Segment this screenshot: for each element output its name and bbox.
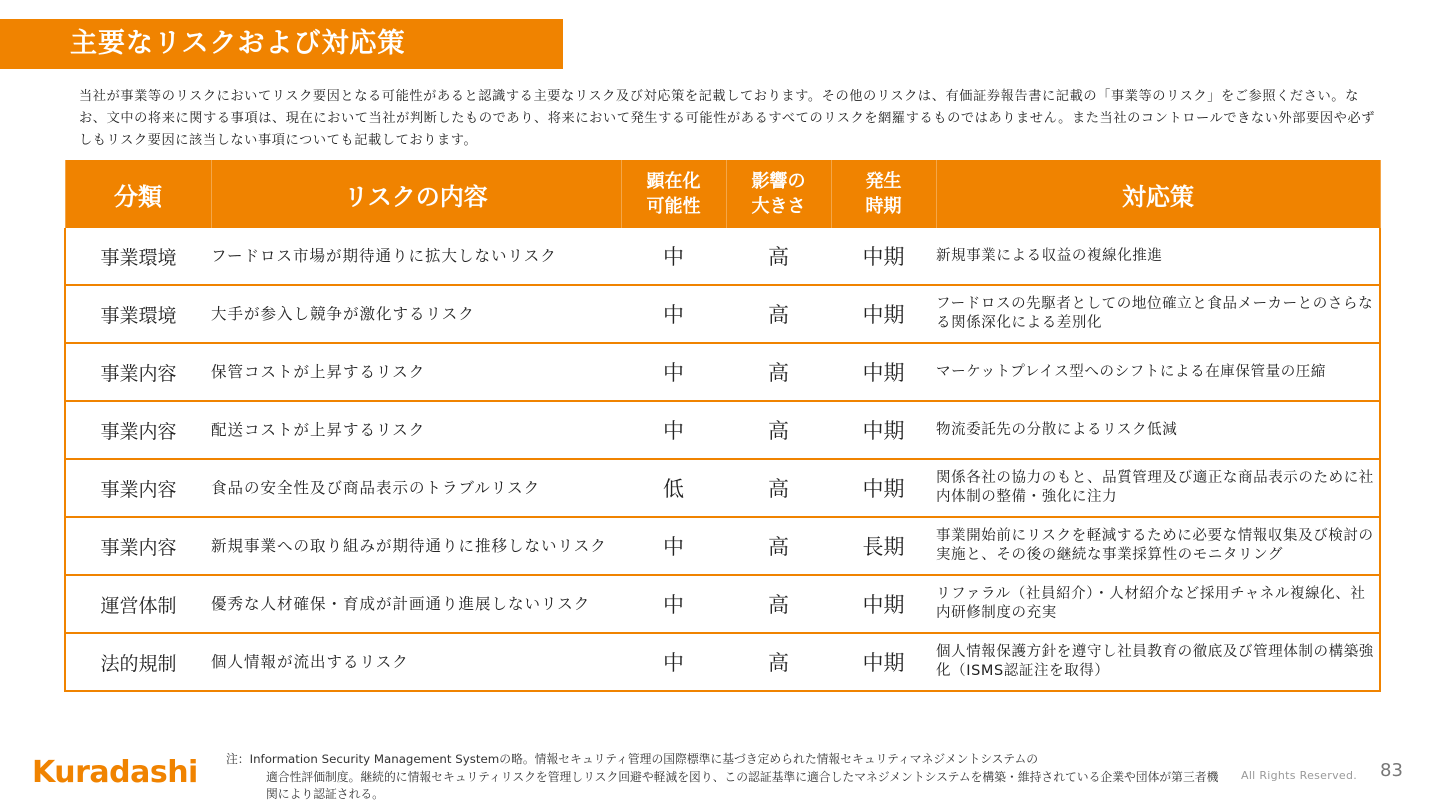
table-row bbox=[65, 285, 1380, 343]
cell-timing: 中期 bbox=[831, 228, 936, 285]
table-row bbox=[65, 401, 1380, 459]
cell-risk: 個人情報が流出するリスク bbox=[211, 633, 621, 691]
header-likelihood-line2: 可能性 bbox=[646, 196, 701, 217]
cell-impact: 高 bbox=[726, 575, 831, 633]
cell-category: 事業内容 bbox=[65, 459, 211, 517]
cell-risk: 保管コストが上昇するリスク bbox=[211, 343, 621, 401]
page-number: 83 bbox=[1380, 760, 1403, 781]
cell-impact: 高 bbox=[726, 285, 831, 343]
cell-risk: 配送コストが上昇するリスク bbox=[211, 401, 621, 459]
cell-category: 事業環境 bbox=[65, 285, 211, 343]
cell-category: 事業内容 bbox=[65, 517, 211, 575]
cell-response: マーケットプレイス型へのシフトによる在庫保管量の圧縮 bbox=[936, 343, 1380, 401]
header-impact-line1: 影響の bbox=[751, 171, 806, 192]
header-timing bbox=[831, 160, 936, 228]
table-header-row bbox=[65, 160, 1380, 228]
header-category: 分類 bbox=[65, 160, 211, 228]
cell-risk: フードロス市場が期待通りに拡大しないリスク bbox=[211, 228, 621, 285]
header-impact bbox=[726, 160, 831, 228]
copyright-text: All Rights Reserved. bbox=[1241, 769, 1358, 782]
cell-response: 新規事業による収益の複線化推進 bbox=[936, 228, 1380, 285]
cell-category: 事業内容 bbox=[65, 343, 211, 401]
cell-timing: 中期 bbox=[831, 343, 936, 401]
footnote bbox=[226, 751, 1226, 804]
cell-timing: 中期 bbox=[831, 575, 936, 633]
cell-response: 物流委託先の分散によるリスク低減 bbox=[936, 401, 1380, 459]
cell-timing: 中期 bbox=[831, 285, 936, 343]
cell-likelihood: 中 bbox=[621, 633, 726, 691]
header-timing-line1: 発生 bbox=[865, 171, 902, 192]
page-title: 主要なリスクおよび対応策 bbox=[0, 19, 563, 69]
cell-category: 事業内容 bbox=[65, 401, 211, 459]
cell-likelihood: 中 bbox=[621, 285, 726, 343]
cell-impact: 高 bbox=[726, 401, 831, 459]
cell-likelihood: 中 bbox=[621, 575, 726, 633]
header-impact-line2: 大きさ bbox=[751, 196, 806, 217]
cell-likelihood: 低 bbox=[621, 459, 726, 517]
cell-likelihood: 中 bbox=[621, 401, 726, 459]
kuradashi-logo: Kuradashi bbox=[32, 755, 198, 790]
table-row bbox=[65, 228, 1380, 285]
cell-category: 運営体制 bbox=[65, 575, 211, 633]
table-row bbox=[65, 343, 1380, 401]
cell-response: 個人情報保護方針を遵守し社員教育の徹底及び管理体制の構築強化（ISMS認証注を取得） bbox=[936, 633, 1380, 691]
cell-timing: 中期 bbox=[831, 459, 936, 517]
header-timing-line2: 時期 bbox=[865, 196, 902, 217]
table-row bbox=[65, 575, 1380, 633]
cell-likelihood: 中 bbox=[621, 228, 726, 285]
cell-response: 関係各社の協力のもと、品質管理及び適正な商品表示のために社内体制の整備・強化に注力 bbox=[936, 459, 1380, 517]
cell-risk: 新規事業への取り組みが期待通りに推移しないリスク bbox=[211, 517, 621, 575]
cell-timing: 長期 bbox=[831, 517, 936, 575]
footnote-rest: 適合性評価制度。継続的に情報セキュリティリスクを管理しリスク回避や軽減を図り、この認証基準に適合したマネジメントシステムを構築・維持されている企業や団体が第三者機関により認証される。 bbox=[266, 769, 1219, 801]
risk-table bbox=[64, 160, 1381, 692]
cell-impact: 高 bbox=[726, 228, 831, 285]
cell-likelihood: 中 bbox=[621, 517, 726, 575]
header-likelihood-line1: 顕在化 bbox=[646, 171, 701, 192]
table-row bbox=[65, 459, 1380, 517]
cell-risk: 食品の安全性及び商品表示のトラブルリスク bbox=[211, 459, 621, 517]
cell-risk: 大手が参入し競争が激化するリスク bbox=[211, 285, 621, 343]
cell-impact: 高 bbox=[726, 517, 831, 575]
cell-response: 事業開始前にリスクを軽減するために必要な情報収集及び検討の実施と、その後の継続な事業採算性のモニタリング bbox=[936, 517, 1380, 575]
cell-category: 事業環境 bbox=[65, 228, 211, 285]
header-response: 対応策 bbox=[936, 160, 1380, 228]
header-risk: リスクの内容 bbox=[211, 160, 621, 228]
cell-impact: 高 bbox=[726, 459, 831, 517]
cell-impact: 高 bbox=[726, 633, 831, 691]
cell-risk: 優秀な人材確保・育成が計画通り進展しないリスク bbox=[211, 575, 621, 633]
cell-likelihood: 中 bbox=[621, 343, 726, 401]
intro-text: 当社が事業等のリスクにおいてリスク要因となる可能性があると認識する主要なリスク及び対応策を記載しております。その他のリスクは、有価証券報告書に記載の「事業等のリスク」をご参照ください。なお、文中の将来に関する事項は、現在において当社が判断したものであり、将来において発生する可能性があるすべてのリスクを網羅するものではありません。また当社のコントロールできない外部要因や必ずしもリスク要因に該当しない事項についても記載しております。 bbox=[79, 89, 1376, 148]
cell-timing: 中期 bbox=[831, 633, 936, 691]
table-row bbox=[65, 517, 1380, 575]
table-row bbox=[65, 633, 1380, 691]
cell-timing: 中期 bbox=[831, 401, 936, 459]
cell-response: リファラル（社員紹介）・人材紹介など採用チャネル複線化、社内研修制度の充実 bbox=[936, 575, 1380, 633]
cell-category: 法的規制 bbox=[65, 633, 211, 691]
cell-impact: 高 bbox=[726, 343, 831, 401]
cell-response: フードロスの先駆者としての地位確立と食品メーカーとのさらなる関係深化による差別化 bbox=[936, 285, 1380, 343]
footnote-line1: 注：Information Security Management Systemの略。情報セキュリティ管理の国際標準に基づき定められた情報セキュリティマネジメントシステムの bbox=[226, 752, 1039, 766]
header-likelihood bbox=[621, 160, 726, 228]
